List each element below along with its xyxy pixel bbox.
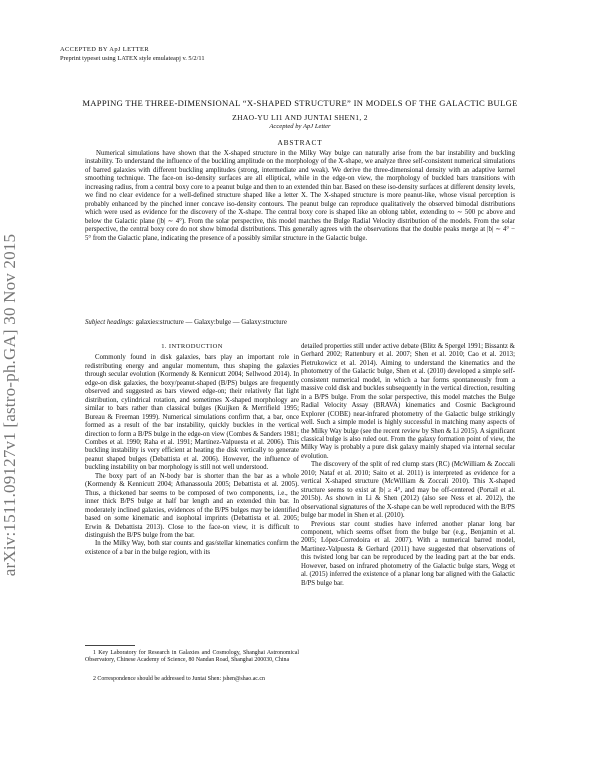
abstract-text: Numerical simulations have shown that the X-shaped structure in the Milky Way bulge can naturally arise from the bar instability and buckling instability. To understand the influence of the buckling amplitude on the morphology of the X-shape, we analyze three self-consistent numerical simulations of barred galaxies with different buckling amplitudes (strong, intermediate and weak). We derive the three-dimensional density with an adaptive kernel smoothing technique. The face-on iso-density surfaces are all elliptical, while in the edge-on view, the morphology of buckled bars transitions with increasing radius, from a central boxy core to a peanut bulge and then to an extended thin bar. Based on these iso-density surfaces at different density levels, we find no clear evidence for a well-defined structure shaped like a letter X. The X-shaped structure is more peanut-like, whose visual perception is probably enhanced by the pinched inner concave iso-density contours. The peanut bulge can reproduce qualitatively the observed bimodal distributions which were used as evidence for the discovery of the X-shape. The central boxy core is shaped like an oblong tablet, extending to ∼ 500 pc above and below the Galactic plane (|b| ∼ 4°). From the solar perspective, this model matches the Bulge Radial Velocity distribution of the models. From the solar perspective, the central boxy core do not show bimodal distributions. This generally agrees with the observations that the double peaks merge at |b| ∼ 4° − 5° from the Galactic plane, indicating the presence of a possibly similar structure in the Galactic bulge.	[85, 150, 515, 242]
subject-headings-label: Subject headings:	[85, 319, 134, 326]
arxiv-identifier[interactable]: arXiv:1511.09127v1 [astro-ph.GA] 30 Nov 2015	[0, 233, 19, 577]
paragraph: The discovery of the split of red clump stars (RC) (McWilliam & Zoccali 2010; Nataf et al. 2010; Saito et al. 2011) is interpreted as evidence for a vertical X-shaped structure (McWilliam & Zoccali 2010). This X-shaped structure seems to exist at |b| ≥ 4°, and may be off-centered (Portail et al. 2015b). As shown in Li & Shen (2012) (also see Ness et al. 2012), the observational signatures of the X-shape can be well reproduced with the B/PS bulge bar model in Shen et al. (2010).	[301, 461, 515, 520]
footnote-divider	[85, 645, 135, 646]
paragraph: detailed properties still under active debate (Blitz & Spergel 1991; Bissantz & Gerhard 2002; Rattenbury et al. 2007; Shen et al. 2010; Cao et al. 2013; Pietrukowicz et al. 2014). Aiming to understand the kinematics and the photometry of the Galactic bulge, Shen et al. (2010) developed a simple self-consistent numerical model, in which a bar forms spontaneously from a massive cold disk and buckles subsequently in the vertical direction, resulting in a B/PS bulge. From the solar perspective, this model matches the Bulge Radial Velocity Assay (BRAVA) kinematics and Cosmic Background Explorer (COBE) near-infrared photometry of the Galactic bulge strikingly well. Such a simple model is highly successful in matching many aspects of the Milky Way bulge (see the recent review by Shen & Li 2015). A significant classical bulge is also ruled out. From the galaxy formation point of view, the Milky Way is probably a pure disk galaxy mainly shaped via internal secular evolution.	[301, 343, 515, 460]
paper-title: MAPPING THE THREE-DIMENSIONAL “X-SHAPED STRUCTURE” IN MODELS OF THE GALACTIC BULGE	[82, 98, 518, 108]
author-list: ZHAO-YU LI1 AND JUNTAI SHEN1, 2	[232, 113, 368, 122]
preprint-note: Preprint typeset using LATEX style emulateapj v. 5/2/11	[60, 54, 205, 62]
section-heading: 1. INTRODUCTION	[161, 343, 223, 350]
paragraph: Previous star count studies have inferred another planar long bar component, which seems offset from the bulge bar (e.g., Benjamin et al. 2005; López-Corredoira et al. 2007). With a numerical barred model, Martinez-Valpuesta & Gerhard (2011) have suggested that observations of this twisted long bar can be reproduced by the leading part at the bar ends. However, based on infrared photometry of the Galactic bulge stars, Wegg et al. (2015) inferred the existence of a planar long bar aligned with the Galactic B/PS bulge bar.	[301, 520, 515, 587]
running-header	[60, 46, 205, 63]
subject-headings-value: galaxies:structure — Galaxy:bulge — Galaxy:structure	[135, 319, 287, 326]
right-column	[301, 343, 515, 588]
paragraph: The boxy part of an N-body bar is shorter than the bar as a whole (Kormendy & Kennicutt 2004; Athanassoula 2005; Debattista et al. 2005). Thus, a thickened bar seems to be composed of two components, i.e., the inner thick B/PS bulge at half bar length and an extended thin bar. In moderately inclined galaxies, evidences of the B/PS bulges may be identified based on some kinematic and isophotal imprints (Debattista et al. 2005; Erwin & Debattista 2013). Close to the face-on view, it is difficult to distinguish the B/PS bulge from the bar.	[85, 472, 299, 539]
left-column	[85, 343, 299, 557]
acceptance-line: Accepted by ApJ Letter	[269, 123, 331, 130]
acceptance-status: ACCEPTED BY ApJ LETTER	[60, 46, 149, 53]
abstract-heading: ABSTRACT	[277, 138, 323, 147]
subject-headings	[85, 319, 515, 327]
footnote-affiliation: 1 Key Laboratory for Research in Galaxies and Cosmology, Shanghai Astronomical Observatory, Chinese Academy of Science, 80 Nandan Road, Shanghai 200030, China	[85, 650, 299, 664]
paragraph: Commonly found in disk galaxies, bars play an important role in redistributing energy and angular momentum, thus shaping the galaxies through secular evolution (Kormendy & Kennicutt 2004; Sellwood 2014). In edge-on disk galaxies, the boxy/peanut-shaped (B/PS) bulges are frequently observed and suggested as bars viewed edge-on; their relatively flat light distribution, cylindrical rotation, and sometimes X-shaped morphology are similar to bars rather than classical bulges (Kuijken & Merrifield 1995; Bureau & Freeman 1999). Numerical simulations confirm that, a bar, once formed as a result of the bar instability, quickly buckles in the vertical direction to form a B/PS bulge in the edge-on view (Combes & Sanders 1981; Combes et al. 1990; Raha et al. 1991; Martínez-Valpuesta et al. 2006). This buckling instability is very efficient at heating the disk vertically to generate peanut shaped bulges (Debattista et al. 2006). However, the influence of buckling instability on bar morphology is still not well understood.	[85, 354, 299, 472]
footnote-correspondence: 2 Correspondence should be addressed to Juntai Shen: jshen@shao.ac.cn	[93, 676, 265, 682]
paragraph: In the Milky Way, both star counts and gas/stellar kinematics confirm the existence of a bar in the bulge region, with its	[85, 540, 299, 556]
